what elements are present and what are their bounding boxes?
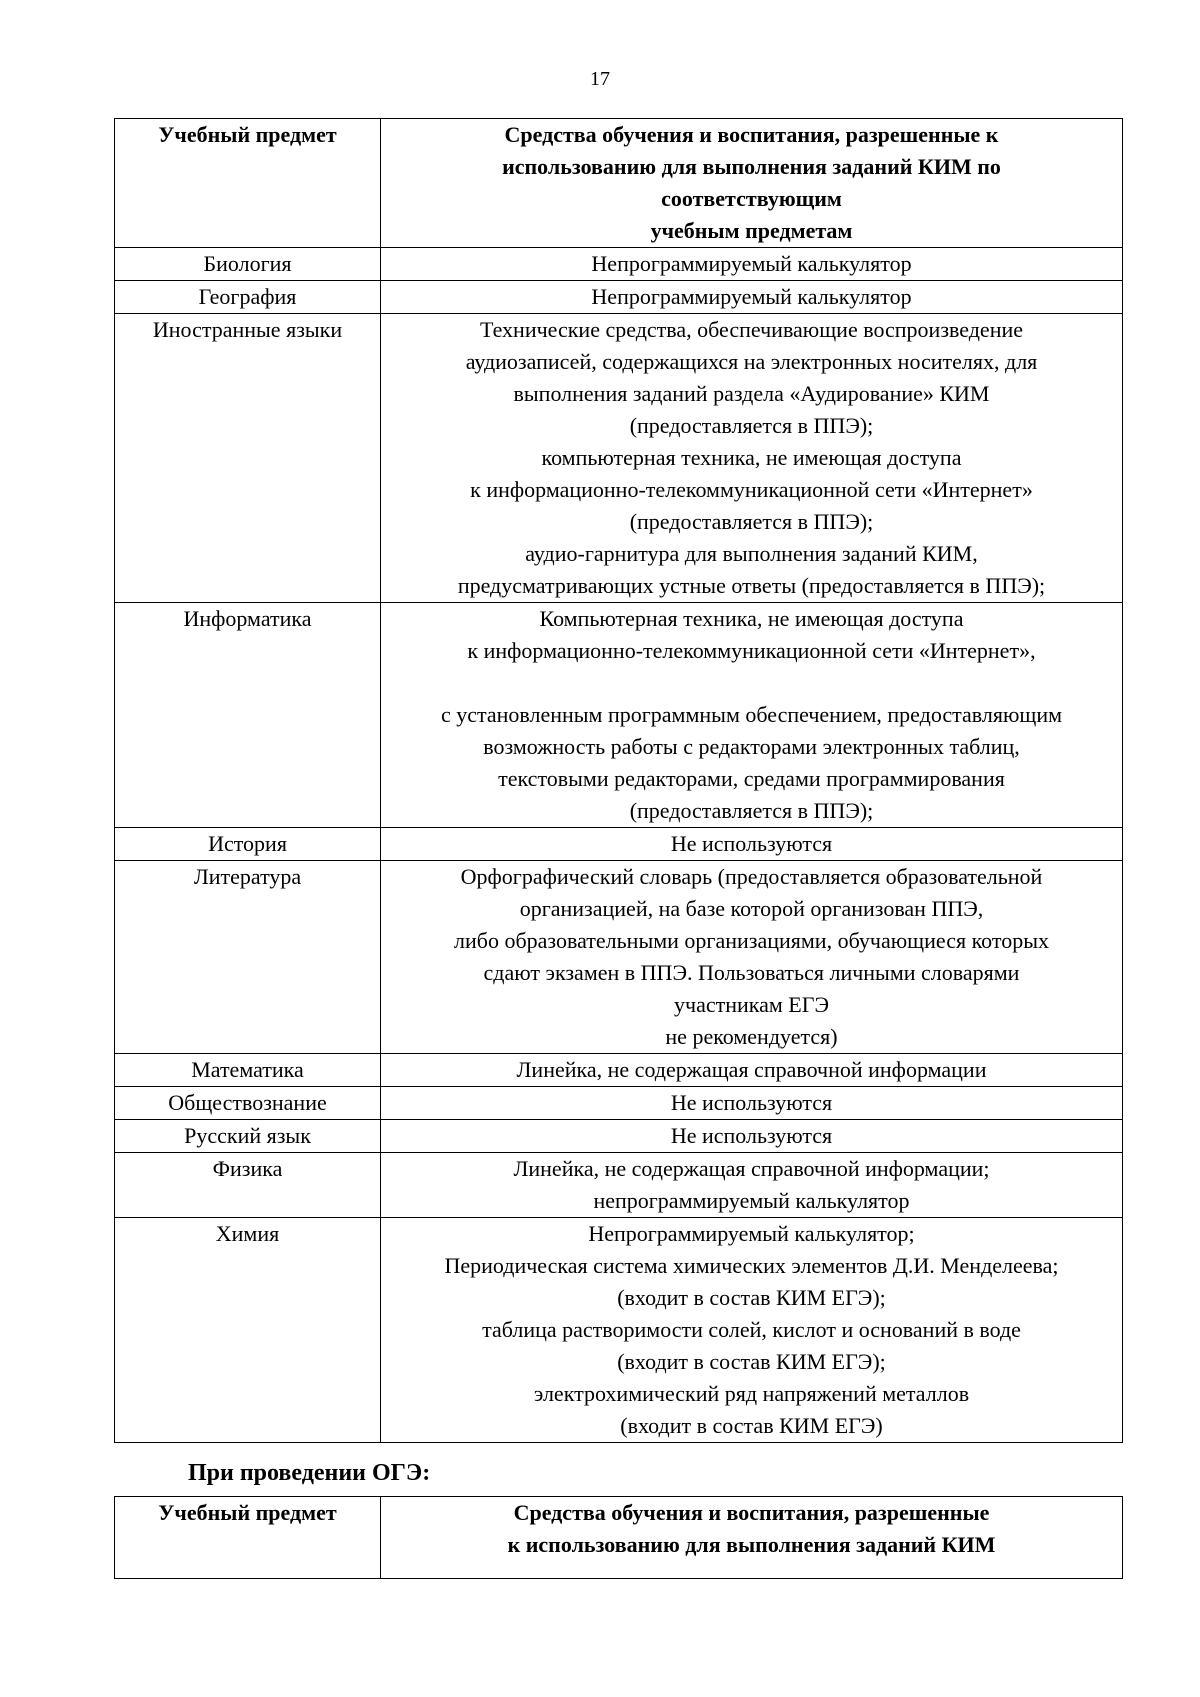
subject-cell: Литература (115, 861, 381, 1054)
means-line: (предоставляется в ППЭ); (629, 413, 874, 438)
header-means-line: использованию для выполнения заданий КИМ по (502, 154, 1001, 179)
means-line: (входит в состав КИМ ЕГЭ) (620, 1413, 883, 1438)
means-line: либо образовательными организациями, обучающиеся которых (454, 928, 1049, 953)
subject-cell: География (115, 281, 381, 314)
means-line: аудио-гарнитура для выполнения заданий КИМ, (525, 541, 978, 566)
means-cell (381, 828, 1123, 861)
means-cell (381, 314, 1123, 603)
oge-means-table (114, 1496, 1123, 1579)
means-line: (предоставляется в ППЭ); (629, 798, 874, 823)
subject-cell: Информатика (115, 603, 381, 828)
means-line: текстовыми редакторами, средами программирования (498, 766, 1005, 791)
means-line: с установленным программным обеспечением, предоставляющим (440, 702, 1063, 727)
table-row (115, 1087, 1123, 1120)
means-line: к информационно-телекоммуникационной сети «Интернет», (467, 638, 1036, 663)
header-means (381, 119, 1123, 248)
table-row (115, 861, 1123, 1054)
means-cell (381, 1087, 1123, 1120)
means-cell (381, 1120, 1123, 1153)
means-line: к информационно-телекоммуникационной сети «Интернет» (470, 477, 1033, 502)
means-cell (381, 1218, 1123, 1443)
means-line: Непрограммируемый калькулятор; (588, 1221, 915, 1246)
subject-cell: Русский язык (115, 1120, 381, 1153)
subject-cell: Математика (115, 1054, 381, 1087)
means-line: сдают экзамен в ППЭ. Пользоваться личными словарями (483, 960, 1020, 985)
subject-cell: Иностранные языки (115, 314, 381, 603)
subject-cell: Обществознание (115, 1087, 381, 1120)
subject-cell: Физика (115, 1153, 381, 1218)
means-line: Компьютерная техника, не имеющая доступа (539, 606, 964, 631)
means-line: не рекомендуется) (665, 1024, 838, 1049)
subject-cell: Химия (115, 1218, 381, 1443)
header-subject: Учебный предмет (115, 1497, 381, 1579)
table-row (115, 1218, 1123, 1443)
header-means-line: Средства обучения и воспитания, разрешенные к (504, 122, 999, 147)
table-header-row (115, 1497, 1123, 1579)
means-line: Линейка, не содержащая справочной информации (516, 1057, 987, 1082)
means-line: участникам ЕГЭ (674, 992, 829, 1017)
means-line: Непрограммируемый калькулятор (591, 251, 912, 276)
table-row (115, 1054, 1123, 1087)
header-means-line: соответствующим (661, 186, 842, 211)
header-means-line: к использованию для выполнения заданий КИМ (507, 1532, 996, 1557)
means-line: (входит в состав КИМ ЕГЭ); (617, 1349, 886, 1374)
means-cell (381, 281, 1123, 314)
header-subject: Учебный предмет (115, 119, 381, 248)
ege-means-table (114, 118, 1123, 1443)
means-line (385, 667, 1118, 699)
header-means (381, 1497, 1123, 1579)
means-line: организацией, на базе которой организован ППЭ, (519, 896, 984, 921)
means-cell (381, 248, 1123, 281)
means-line: компьютерная техника, не имеющая доступа (541, 445, 962, 470)
header-means-line: учебным предметам (650, 218, 853, 243)
means-line: возможность работы с редакторами электронных таблиц, (483, 734, 1020, 759)
means-line: Не используются (670, 1123, 833, 1148)
table-row (115, 828, 1123, 861)
means-line: Линейка, не содержащая справочной информации; (513, 1156, 990, 1181)
means-line: Технические средства, обеспечивающие воспроизведение (479, 317, 1024, 342)
page-number: 17 (590, 68, 610, 90)
means-line: Не используются (670, 831, 833, 856)
table-row (115, 1153, 1123, 1218)
means-line: Непрограммируемый калькулятор (591, 284, 912, 309)
means-cell (381, 861, 1123, 1054)
means-line: электрохимический ряд напряжений металлов (533, 1381, 970, 1406)
oge-heading: При проведении ОГЭ: (188, 1460, 431, 1486)
means-line: таблица растворимости солей, кислот и оснований в воде (482, 1317, 1021, 1342)
means-cell (381, 603, 1123, 828)
means-line: выполнения заданий раздела «Аудирование» КИМ (513, 381, 990, 406)
means-line: (входит в состав КИМ ЕГЭ); (617, 1285, 886, 1310)
subject-cell: Биология (115, 248, 381, 281)
means-line: непрограммируемый калькулятор (593, 1188, 910, 1213)
means-line: предусматривающих устные ответы (предоставляется в ППЭ); (457, 573, 1046, 598)
header-means-line: Средства обучения и воспитания, разрешенные (513, 1500, 990, 1525)
means-line: аудиозаписей, содержащихся на электронных носителях, для (465, 349, 1038, 374)
means-cell (381, 1054, 1123, 1087)
means-line: Не используются (670, 1090, 833, 1115)
table-row (115, 281, 1123, 314)
table-row (115, 603, 1123, 828)
means-line: Периодическая система химических элементов Д.И. Менделеева; (444, 1253, 1059, 1278)
subject-cell: История (115, 828, 381, 861)
means-line: Орфографический словарь (предоставляется образовательной (460, 864, 1043, 889)
table-body (115, 248, 1123, 1443)
means-cell (381, 1153, 1123, 1218)
table-row (115, 1120, 1123, 1153)
table-header-row (115, 119, 1123, 248)
means-line: (предоставляется в ППЭ); (629, 509, 874, 534)
table-row (115, 248, 1123, 281)
table-row (115, 314, 1123, 603)
